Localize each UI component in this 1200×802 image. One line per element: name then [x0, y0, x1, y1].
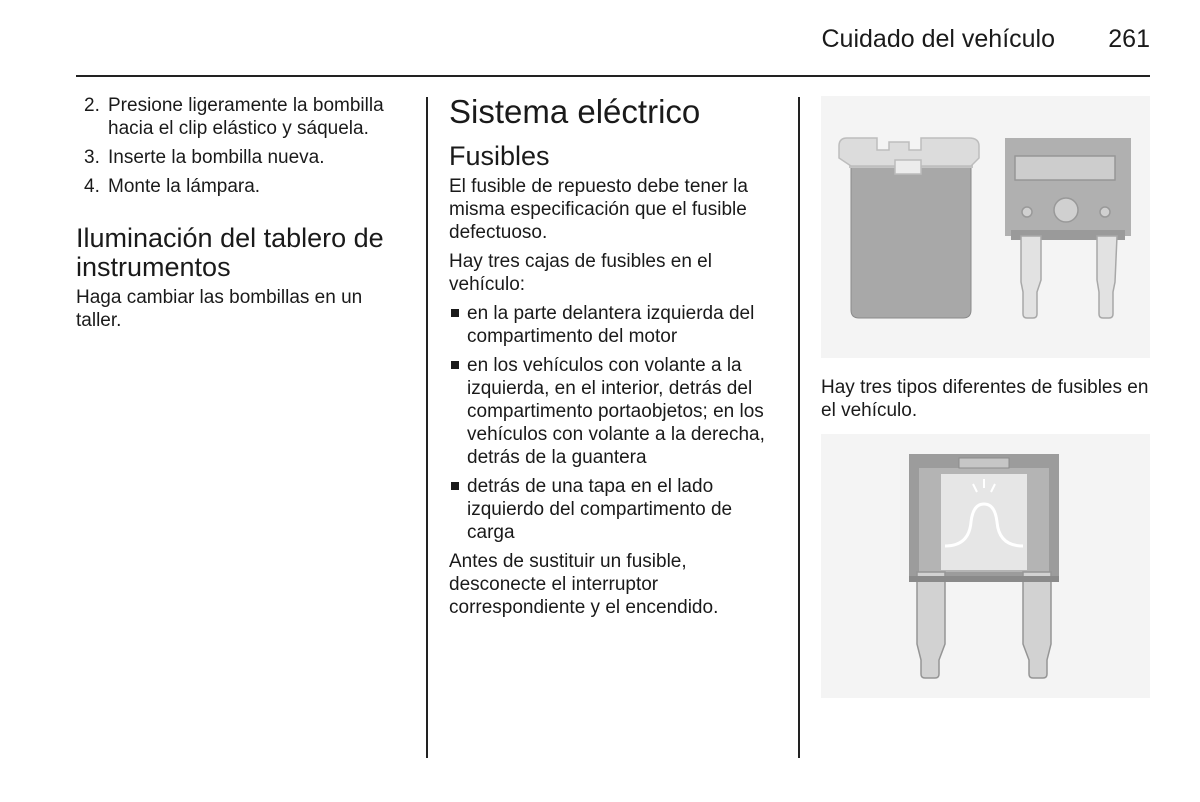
step-item [76, 175, 406, 198]
paragraph: El fusible de repuesto debe tener la misma especificación que el fusible defectuoso. [449, 176, 748, 243]
list-item [449, 302, 781, 348]
mini-fuse-icon [1005, 138, 1131, 318]
figure-caption: Hay tres tipos diferentes de fusibles en el vehículo. [821, 377, 1149, 421]
list-item-text: en la parte delantera izquierda del compartimento del motor [467, 303, 755, 347]
list-item-text: detrás de una tapa en el lado izquierdo del compartimento de carga [467, 476, 733, 543]
page-header [76, 20, 1150, 60]
fuse-illustration [821, 96, 1150, 358]
cartridge-fuse-icon [839, 138, 979, 318]
chapter-title: Sistema eléctrico [449, 93, 701, 130]
step-number: 2. [84, 95, 100, 116]
bullet-icon [451, 309, 459, 317]
step-item [76, 146, 406, 169]
column-divider-left [426, 97, 428, 758]
paragraph: Antes de sustituir un fusible, desconecte el interruptor correspondiente y el encendido. [449, 551, 719, 618]
mini-fuse-detail-icon [909, 454, 1059, 678]
instruction-steps [76, 94, 406, 198]
mini-fuse-figure [821, 434, 1150, 698]
section-heading: Iluminación del tablero de instrumentos [76, 223, 384, 282]
middle-column [449, 94, 781, 625]
fuse-box-locations [449, 302, 781, 544]
column-divider-right [798, 97, 800, 758]
step-text: Inserte la bombilla nueva. [108, 147, 325, 168]
step-number: 4. [84, 176, 100, 197]
subsection-title: Fusibles [449, 141, 550, 171]
step-text: Monte la lámpara. [108, 176, 261, 197]
left-column [76, 94, 406, 338]
header-rule [76, 75, 1150, 77]
bullet-icon [451, 482, 459, 490]
step-text: Presione ligeramente la bombilla hacia el clip elástico y sáquela. [108, 95, 384, 139]
page-number: 261 [1108, 25, 1150, 53]
paragraph: Hay tres cajas de fusibles en el vehículo: [449, 251, 712, 295]
fuse-types-figure [821, 96, 1150, 358]
list-item-text: en los vehículos con volante a la izquierda, en el interior, detrás del compartimento portaobjetos; en los vehículos con volante a la derecha, detrás de la guantera [467, 355, 765, 468]
list-item [449, 475, 781, 544]
section-text: Haga cambiar las bombillas en un taller. [76, 287, 363, 331]
list-item [449, 354, 781, 469]
step-item [76, 94, 406, 140]
step-number: 3. [84, 147, 100, 168]
mini-fuse-detail-illustration [821, 434, 1150, 698]
header-title: Cuidado del vehículo [821, 25, 1055, 53]
bullet-icon [451, 361, 459, 369]
